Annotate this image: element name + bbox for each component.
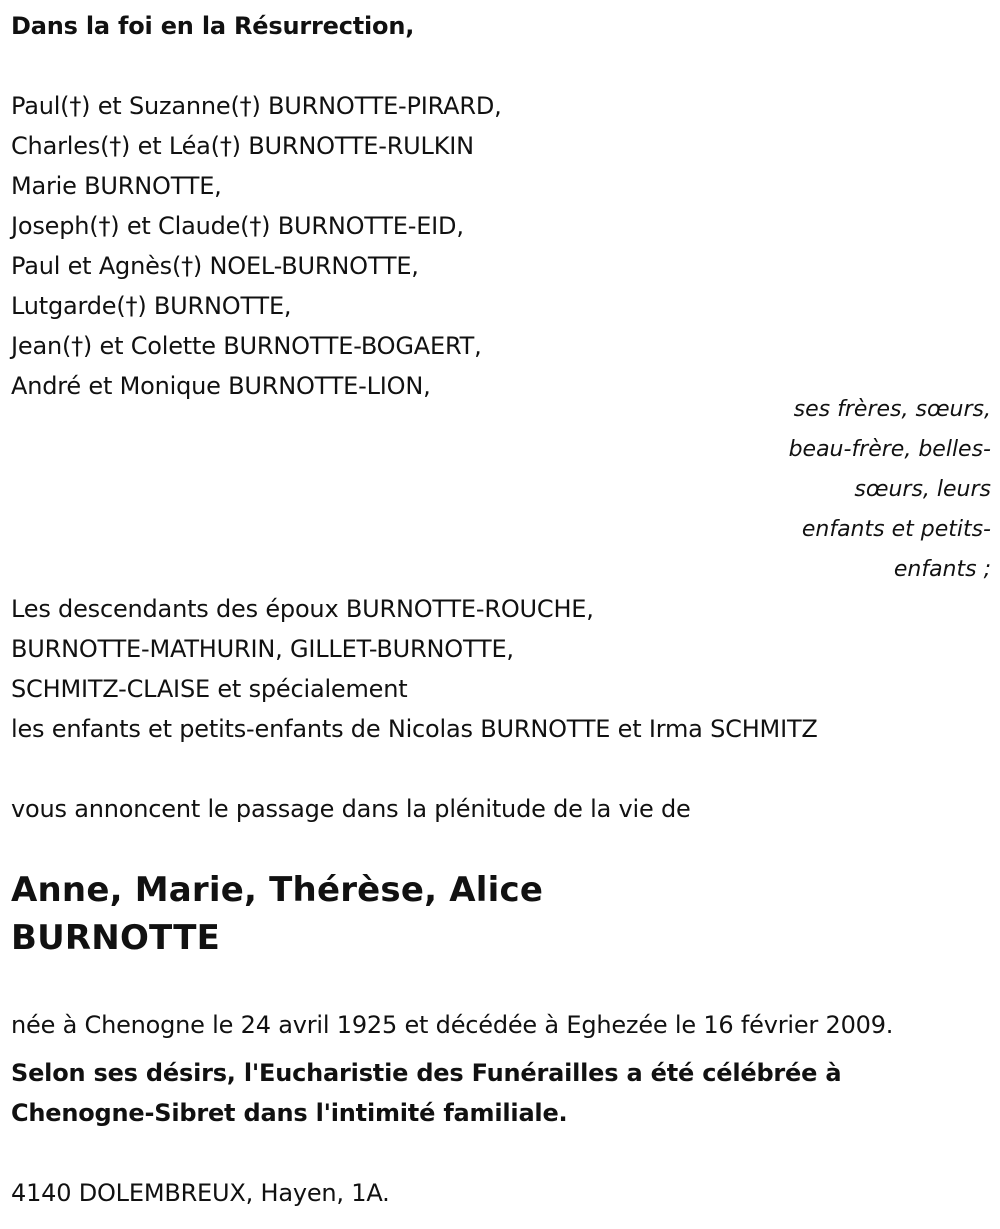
funeral-line: Selon ses désirs, l'Eucharistie des Funérailles a été célébrée à — [11, 1059, 842, 1087]
deceased-given-names: Anne, Marie, Thérèse, Alice — [11, 870, 544, 910]
family-line: Paul(†) et Suzanne(†) BURNOTTE-PIRARD, — [11, 92, 502, 120]
relation-line: beau-frère, belles- — [788, 437, 991, 462]
opening-heading: Dans la foi en la Résurrection, — [11, 12, 415, 40]
relation-line: enfants ; — [893, 557, 991, 582]
family-line: Charles(†) et Léa(†) BURNOTTE-RULKIN — [11, 132, 474, 160]
descendants-line: BURNOTTE-MATHURIN, GILLET-BURNOTTE, — [11, 635, 514, 663]
relation-line: sœurs, leurs — [854, 477, 991, 502]
family-line: Joseph(†) et Claude(†) BURNOTTE-EID, — [11, 212, 464, 240]
descendants-line: les enfants et petits-enfants de Nicolas BURNOTTE et Irma SCHMITZ — [11, 715, 818, 743]
descendants-line: SCHMITZ-CLAISE et spécialement — [11, 675, 408, 703]
family-line: Paul et Agnès(†) NOEL-BURNOTTE, — [11, 252, 419, 280]
family-line: Jean(†) et Colette BURNOTTE-BOGAERT, — [11, 332, 482, 360]
family-line: André et Monique BURNOTTE-LION, — [11, 372, 431, 400]
birth-death-text: née à Chenogne le 24 avril 1925 et décédée à Eghezée le 16 février 2009. — [11, 1011, 894, 1039]
address-text: 4140 DOLEMBREUX, Hayen, 1A. — [11, 1179, 390, 1207]
announcement-text: vous annoncent le passage dans la plénitude de la vie de — [11, 795, 691, 823]
relation-line: ses frères, sœurs, — [793, 397, 991, 422]
funeral-line: Chenogne-Sibret dans l'intimité familiale. — [11, 1099, 568, 1127]
relation-line: enfants et petits- — [801, 517, 991, 542]
descendants-line: Les descendants des époux BURNOTTE-ROUCHE, — [11, 595, 594, 623]
deceased-surname: BURNOTTE — [11, 918, 221, 958]
relation-note — [751, 390, 991, 590]
family-line: Marie BURNOTTE, — [11, 172, 222, 200]
family-line: Lutgarde(†) BURNOTTE, — [11, 292, 292, 320]
